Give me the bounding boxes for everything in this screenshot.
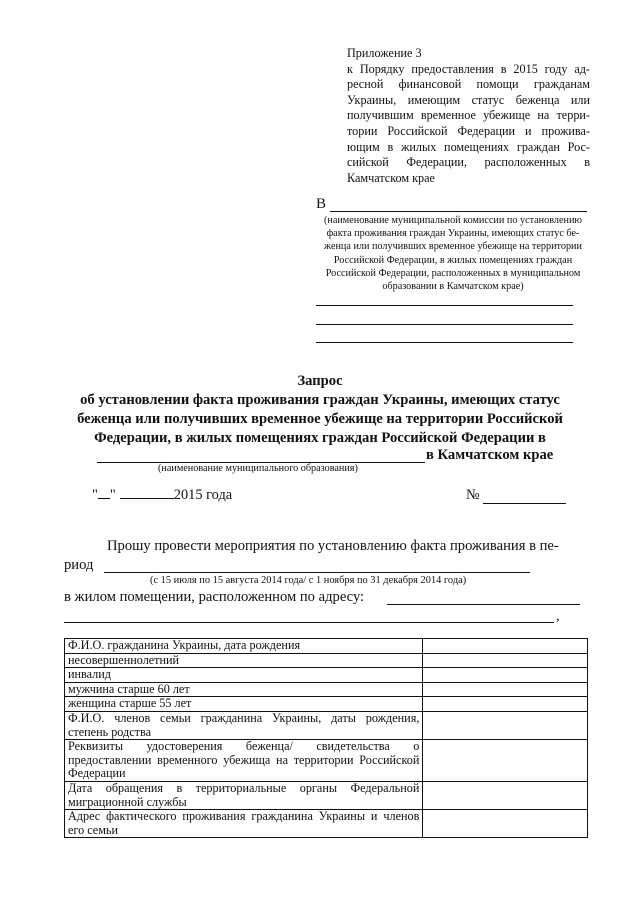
title-suffix: в Камчатском крае (426, 447, 554, 463)
date-row (92, 487, 232, 504)
request-line-3: в жилом помещении, расположенном по адресу: (64, 589, 365, 605)
table-row (65, 711, 588, 739)
appendix-line: получившим временное убежище на терри- (347, 108, 590, 123)
table-row-label: Ф.И.О. гражданина Украины, дата рождения (65, 639, 423, 654)
request-line-4-end: , (556, 608, 560, 624)
address-field[interactable] (387, 604, 580, 605)
addressee-field[interactable] (330, 211, 587, 212)
title-heading: Запрос (297, 373, 343, 389)
date-quote-open: " (92, 487, 98, 503)
addressee-extra-line-2[interactable] (316, 324, 573, 325)
title-line: об установлении факта проживания граждан Украины, имеющих статус (80, 392, 560, 408)
month-field[interactable] (120, 498, 174, 499)
table-row-label: женщина старше 55 лет (65, 697, 423, 712)
table-row-value[interactable] (423, 781, 588, 809)
addressee-extra-line-3[interactable] (316, 342, 573, 343)
table-row-label: Ф.И.О. членов семьи гражданина Украины, даты рождения, степень родства (65, 711, 423, 739)
document-title (60, 372, 580, 448)
addressee-note-line: факта проживания граждан Украины, имеющих статус бе- (326, 228, 580, 240)
appendix-header (347, 46, 590, 186)
table-row-label: несовершеннолетний (65, 653, 423, 668)
addressee-note-line: (наименование муниципальной комиссии по установлению (323, 215, 583, 226)
appendix-line: Камчатском крае (347, 170, 435, 185)
table-row-value[interactable] (423, 653, 588, 668)
municipality-note: (наименование муниципального образования) (158, 463, 358, 474)
table-row (65, 653, 588, 668)
appendix-line: сийской Федерации, расположенных в (347, 155, 590, 170)
table-row-value[interactable] (423, 639, 588, 654)
table-row (65, 639, 588, 654)
addressee-extra-line-1[interactable] (316, 305, 573, 306)
table-row-label: Адрес фактического проживания гражданина Украины и членов его семьи (65, 810, 423, 838)
day-field[interactable] (98, 498, 110, 499)
table-row (65, 740, 588, 782)
appendix-line: к Порядку предоставления в 2015 году ад- (347, 61, 590, 76)
year-text: 2015 года (173, 487, 233, 503)
appendix-line: Приложение 3 (347, 46, 422, 60)
date-quote-close: " (109, 487, 116, 503)
table-row-value[interactable] (423, 810, 588, 838)
info-table (64, 638, 588, 838)
table-row (65, 697, 588, 712)
title-line: Федерации, в жилых помещениях граждан Российской Федерации в (94, 430, 546, 446)
appendix-line: Украины, имеющим статус беженца или (347, 92, 590, 107)
title-line: беженца или получивших временное убежище на территории Российской (77, 411, 563, 427)
appendix-line: ющим в жилых помещениях граждан Рос- (347, 139, 590, 154)
appendix-line: тории Российской Федерации и прожива- (347, 123, 590, 138)
table-row-value[interactable] (423, 711, 588, 739)
table-row (65, 668, 588, 683)
table-row-label: Реквизиты удостоверения беженца/ свидетельства о предоставлении временного убежища на территории Российской Федерации (65, 740, 423, 782)
addressee-note (316, 214, 590, 293)
addressee-note-line: женца или получивших временное убежище на территории (324, 241, 582, 253)
table-row-label: мужчина старше 60 лет (65, 682, 423, 697)
number-sign: № (466, 487, 480, 503)
table-row (65, 810, 588, 838)
table-row-value[interactable] (423, 740, 588, 782)
request-period-label: риод (64, 557, 94, 573)
period-note: (с 15 июля по 15 августа 2014 года/ с 1 ноября по 31 декабря 2014 года) (150, 575, 467, 586)
table-row-value[interactable] (423, 668, 588, 683)
table-row-value[interactable] (423, 682, 588, 697)
addressee-prefix: В (316, 196, 327, 212)
request-line-1: Прошу провести мероприятия по установлению факта проживания в пе- (107, 538, 559, 554)
table-row-value[interactable] (423, 697, 588, 712)
table-row (65, 781, 588, 809)
number-field[interactable] (483, 503, 566, 504)
period-field[interactable] (104, 572, 530, 573)
table-row-label: инвалид (65, 668, 423, 683)
table-row-label: Дата обращения в территориальные органы Федеральной миграционной службы (65, 781, 423, 809)
addressee-note-line: образовании в Камчатском крае) (382, 281, 524, 293)
table-row (65, 682, 588, 697)
addressee-note-line: Российской Федерации, в жилых помещениях граждан (333, 254, 573, 266)
addressee-note-line: Российской Федерации, расположенных в муниципальном (325, 267, 581, 279)
address-field-2[interactable] (64, 622, 554, 623)
appendix-line: ресной финансовой помощи гражданам (347, 77, 590, 92)
